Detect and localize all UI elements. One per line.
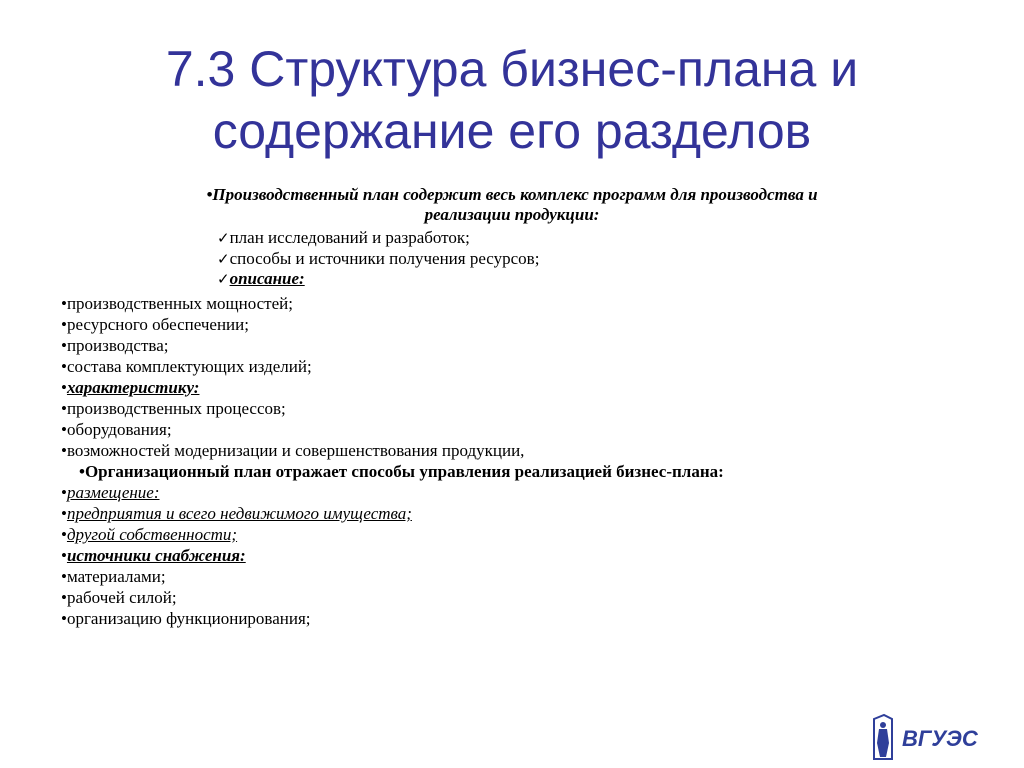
check-item: ✓способы и источники получения ресурсов; [217,248,540,268]
title-line-1: 7.3 Структура бизнес-плана и [165,41,859,97]
characteristic-heading: •характеристику: [61,378,200,397]
list-item: •производства; [61,336,169,355]
placement-heading: •размещение: [61,483,160,502]
bullet-list [61,293,724,629]
title-line-2: содержание его разделов [212,103,812,159]
description-heading: описание: [229,269,305,288]
organizational-plan-heading: •Организационный план отражает способы управления реализацией бизнес-плана: [79,462,724,481]
check-icon: ✓ [217,249,230,268]
list-item: •предприятия и всего недвижимого имущества; [61,504,412,523]
list-item: •оборудования; [61,420,172,439]
check-icon: ✓ [217,229,230,247]
list-item: •производственных процессов; [61,399,286,418]
page-title [0,38,1024,162]
check-item: ✓план исследований и разработок; [217,228,470,247]
check-icon: ✓ [217,270,230,288]
list-item: •материалами; [61,567,166,586]
logo-text: ВГУЭС [902,726,978,751]
statue-icon [874,715,892,759]
list-item: •рабочей силой; [61,588,177,607]
intro-line-2: реализации продукции: [424,205,600,224]
list-item: •возможностей модернизации и совершенствования продукции, [61,441,525,460]
check-item [217,269,539,290]
intro-line-1: •Производственный план содержит весь комплекс программ для производства и [206,185,818,204]
list-item: •производственных мощностей; [61,294,293,313]
university-logo [868,713,988,763]
list-item: •ресурсного обеспечении; [61,315,249,334]
list-item: •состава комплектующих изделий; [61,357,312,376]
supply-heading: •источники снабжения: [61,546,246,565]
check-list [217,228,539,290]
production-plan-intro [60,185,964,225]
list-item: •организацию функционирования; [61,609,311,628]
list-item: •другой собственности; [61,525,238,544]
